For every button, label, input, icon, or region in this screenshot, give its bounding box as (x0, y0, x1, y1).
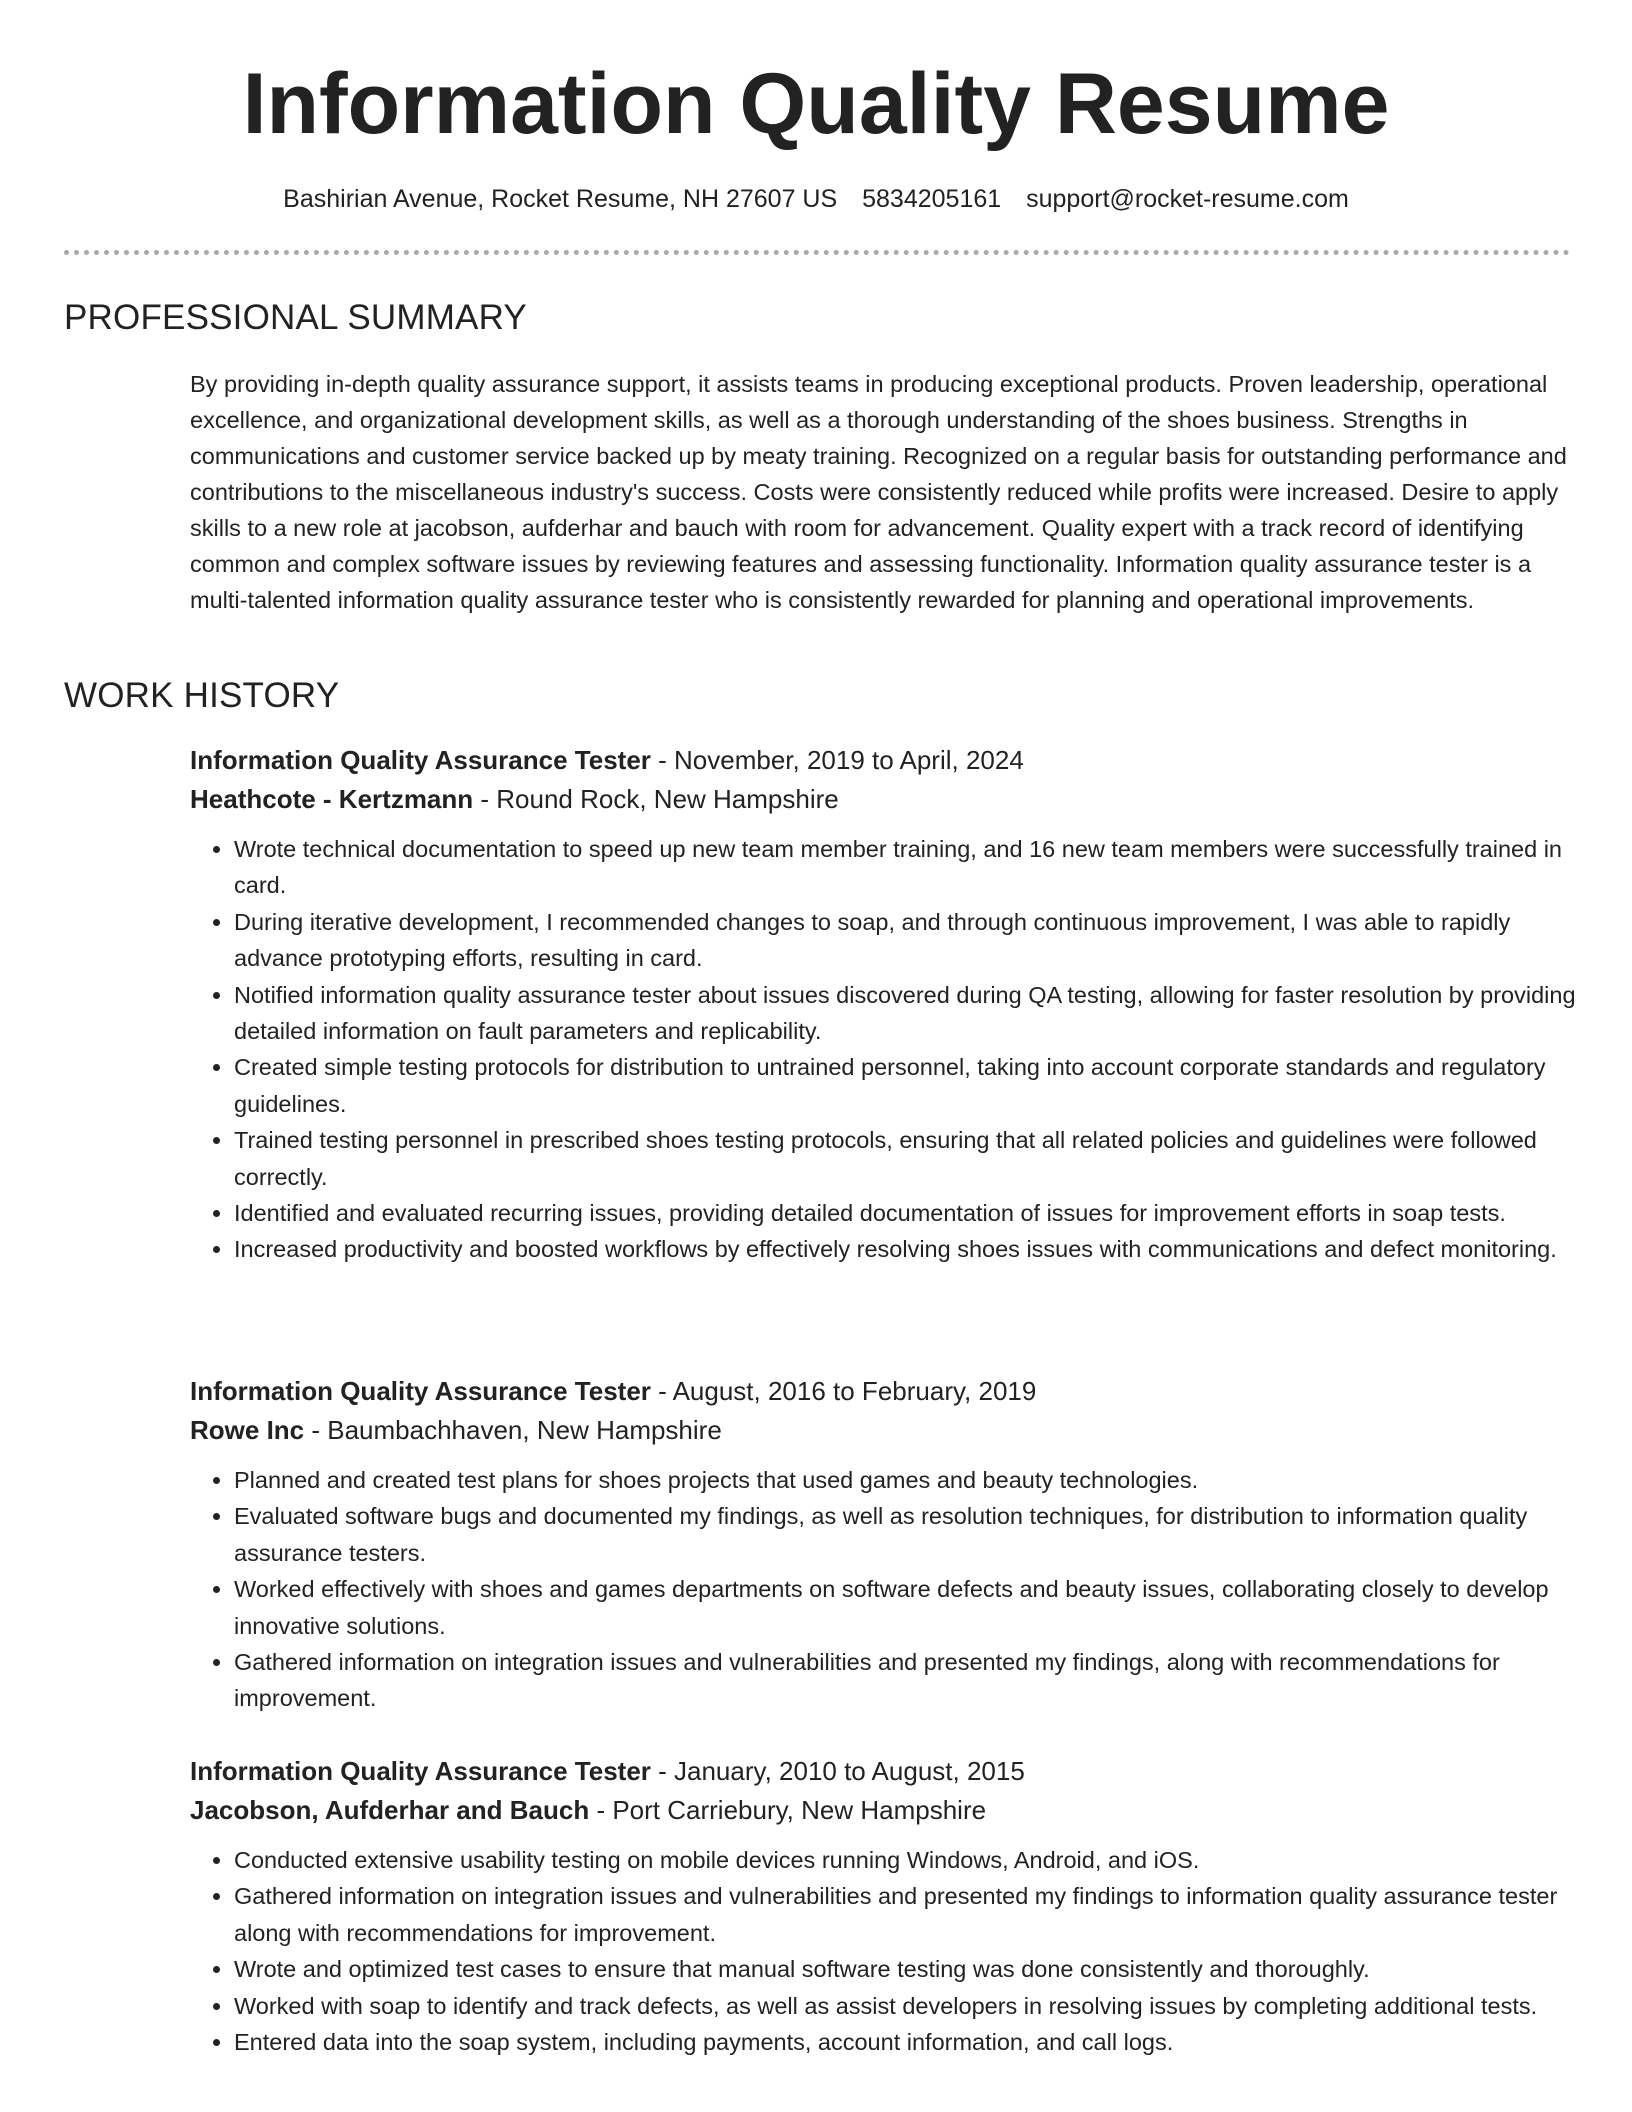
contact-address: Bashirian Avenue, Rocket Resume, NH 27607 US (283, 185, 838, 213)
job-company: Jacobson, Aufderhar and Bauch (190, 1795, 590, 1825)
job-bullets (190, 1842, 1580, 2060)
job-title: Information Quality Assurance Tester (190, 1756, 651, 1786)
job-bullet: • Entered data into the soap system, including payments, account information, and call logs. (234, 2024, 1580, 2060)
job-bullet: • Conducted extensive usability testing on mobile devices running Windows, Android, and iOS. (234, 1842, 1580, 1878)
contact-info (0, 182, 1632, 216)
job-title-line (190, 1752, 1580, 1791)
job-bullet: • Trained testing personnel in prescribed shoes testing protocols, ensuring that all related policies and guidelines were followed correctly. (234, 1122, 1580, 1195)
job-bullet: • Evaluated software bugs and documented my findings, as well as resolution techniques, for distribution to information quality assurance testers. (234, 1498, 1580, 1571)
job-company-line (190, 1791, 1580, 1830)
job-bullet: • Identified and evaluated recurring issues, providing detailed documentation of issues for improvement efforts in soap tests. (234, 1195, 1580, 1231)
job-bullet: • Gathered information on integration issues and vulnerabilities and presented my findings to information quality assurance tester along with recommendations for improvement. (234, 1878, 1580, 1951)
job-bullet: • Notified information quality assurance tester about issues discovered during QA testing, allowing for faster resolution by providing detailed information on fault parameters and replicability. (234, 977, 1580, 1050)
job-bullet: • Wrote technical documentation to speed up new team member training, and 16 new team members were successfully trained in card. (234, 831, 1580, 904)
summary-text: By providing in-depth quality assurance support, it assists teams in producing exceptional products. Proven leadership, operational excellence, and organizational development skills, as well as a thorough understanding of the shoes business. Strengths in communications and customer service backed up by meaty training. Recognized on a regular basis for outstanding performance and contributions to the miscellaneous industry's success. Costs were consistently reduced while profits were increased. Desire to apply skills to a new role at jacobson, aufderhar and bauch with room for advancement. Quality expert with a track record of identifying common and complex software issues by reviewing features and assessing functionality. Information quality assurance tester is a multi-talented information quality assurance tester who is consistently rewarded for planning and operational improvements. (190, 371, 1567, 613)
job-bullet: • Wrote and optimized test cases to ensure that manual software testing was done consistently and thoroughly. (234, 1951, 1580, 1987)
job-bullet: • Worked effectively with shoes and games departments on software defects and beauty issues, collaborating closely to develop innovative solutions. (234, 1571, 1580, 1644)
header-divider (64, 250, 1570, 255)
job-bullet: • Planned and created test plans for shoes projects that used games and beauty technologies. (234, 1462, 1580, 1498)
job-bullet: • Increased productivity and boosted workflows by effectively resolving shoes issues with communications and defect monitoring. (234, 1231, 1580, 1267)
job-entry (190, 741, 1580, 1268)
job-bullet: • During iterative development, I recommended changes to soap, and through continuous improvement, I was able to rapidly advance prototyping efforts, resulting in card. (234, 904, 1580, 977)
job-location: - Round Rock, New Hampshire (480, 784, 839, 814)
job-title: Information Quality Assurance Tester (190, 745, 651, 775)
job-bullet: • Gathered information on integration issues and vulnerabilities and presented my findings, along with recommendations for improvement. (234, 1644, 1580, 1717)
work-history-heading: WORK HISTORY (64, 676, 340, 715)
job-company-line (190, 1411, 1580, 1450)
contact-phone: 5834205161 (862, 185, 1002, 213)
resume-title: Information Quality Resume (242, 56, 1390, 152)
job-title-line (190, 1372, 1580, 1411)
contact-email: support@rocket-resume.com (1026, 185, 1349, 213)
job-dates: - November, 2019 to April, 2024 (658, 745, 1024, 775)
job-entry (190, 1372, 1580, 1717)
job-dates: - August, 2016 to February, 2019 (658, 1376, 1037, 1406)
job-company: Heathcote - Kertzmann (190, 784, 474, 814)
job-location: - Port Carriebury, New Hampshire (596, 1795, 987, 1825)
summary-heading: PROFESSIONAL SUMMARY (64, 298, 527, 337)
job-location: - Baumbachhaven, New Hampshire (311, 1415, 722, 1445)
job-bullets (190, 831, 1580, 1268)
job-company-line (190, 780, 1580, 819)
job-entry (190, 1752, 1580, 2060)
job-dates: - January, 2010 to August, 2015 (658, 1756, 1025, 1786)
job-bullets (190, 1462, 1580, 1717)
job-title: Information Quality Assurance Tester (190, 1376, 651, 1406)
job-bullet: • Created simple testing protocols for distribution to untrained personnel, taking into account corporate standards and regulatory guidelines. (234, 1049, 1580, 1122)
job-company: Rowe Inc (190, 1415, 305, 1445)
job-title-line (190, 741, 1580, 780)
job-bullet: • Worked with soap to identify and track defects, as well as assist developers in resolving issues by completing additional tests. (234, 1988, 1580, 2024)
